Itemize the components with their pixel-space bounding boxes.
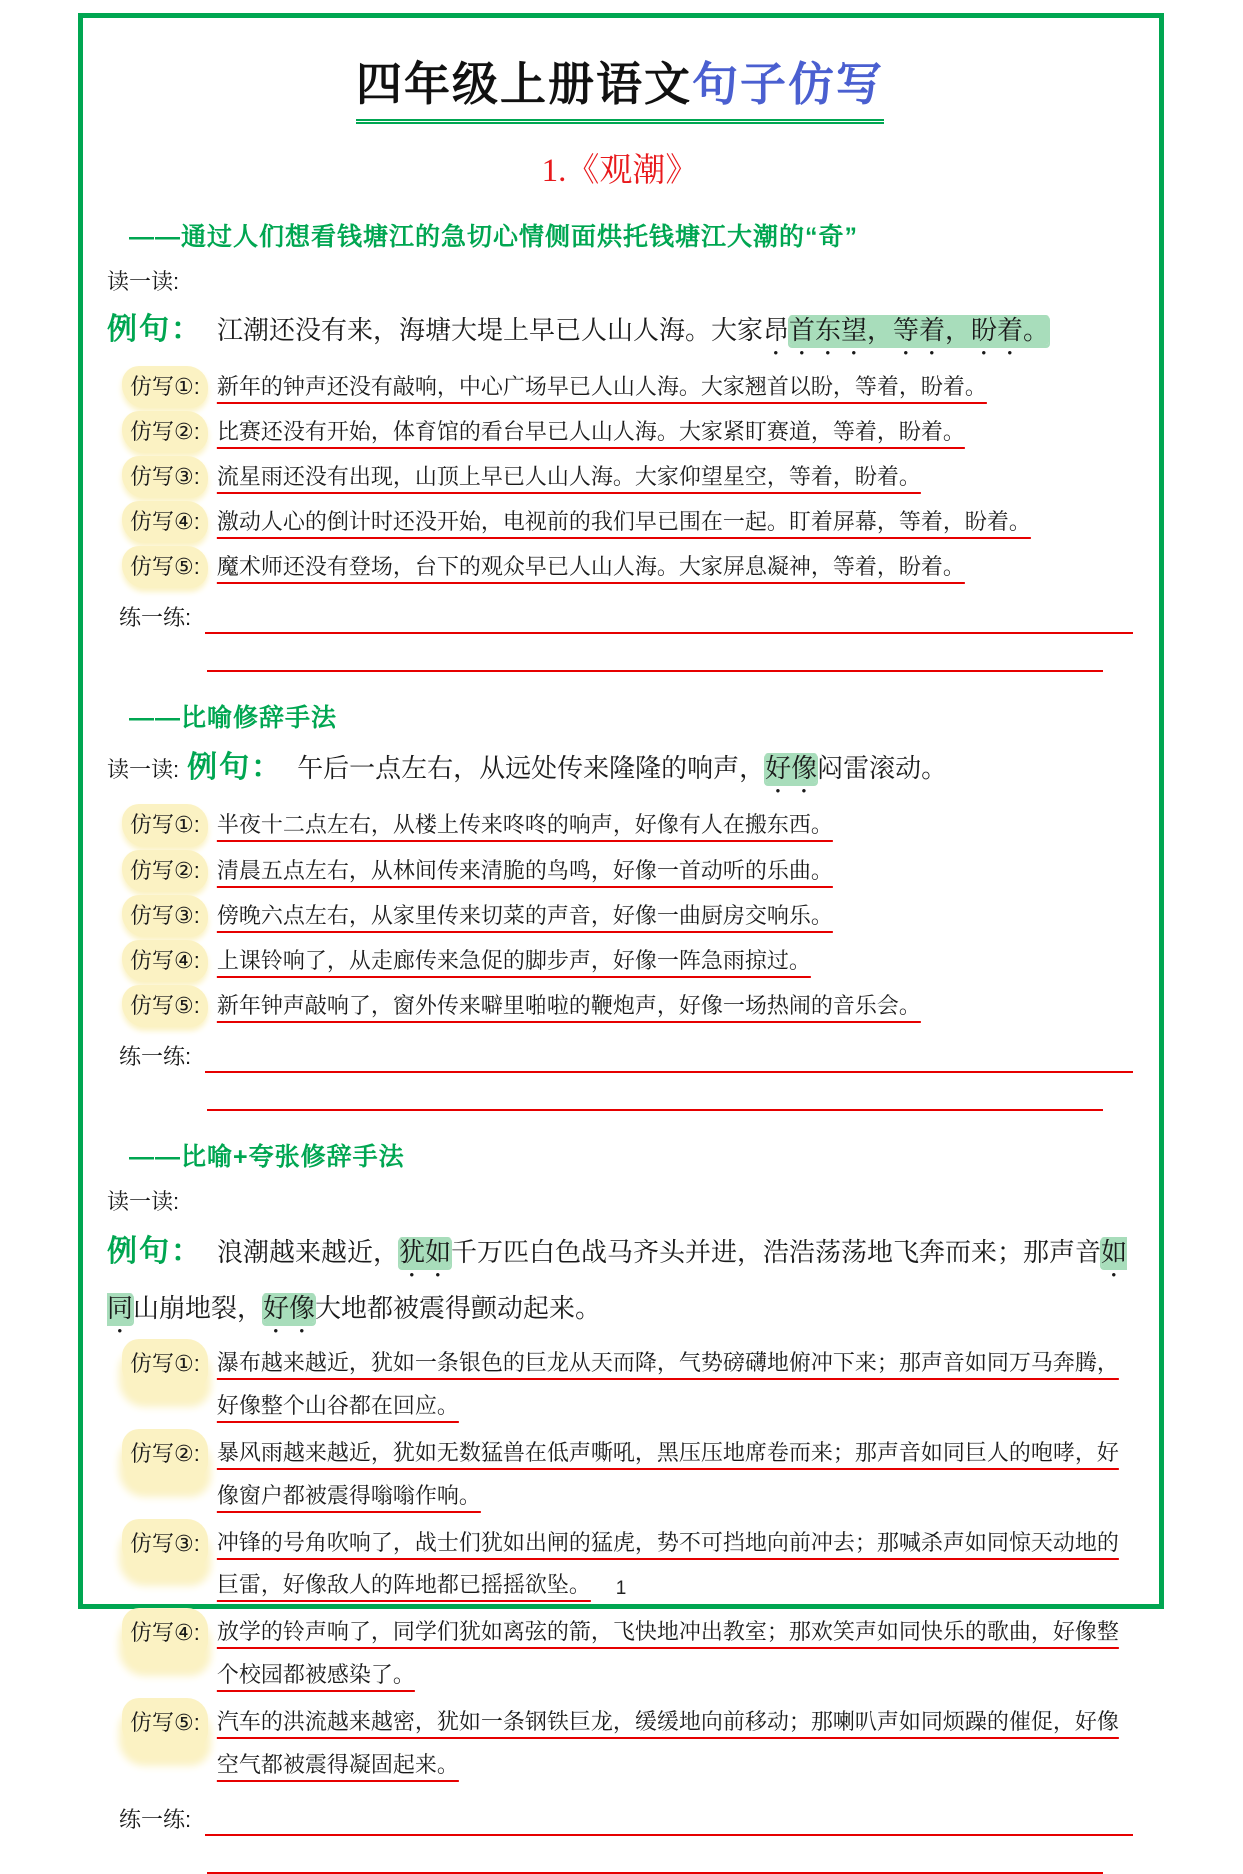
imitation-row <box>107 1611 1133 1697</box>
imitation-text: 激动人心的倒计时还没开始，电视前的我们早已围在一起。盯着屏幕，等着，盼着。 <box>216 509 1031 535</box>
read-label: 读一读: <box>107 757 180 783</box>
imitation-text: 魔术师还没有登场，台下的观众早已人山人海。大家屏息凝神，等着，盼着。 <box>216 554 965 580</box>
practice-row <box>107 1803 1133 1836</box>
imitation-text: 流星雨还没有出现，山顶上早已人山人海。大家仰望星空，等着，盼着。 <box>216 464 921 490</box>
imitation-row <box>107 369 1133 405</box>
example-segment: 如同 <box>107 1236 1128 1323</box>
example-sentence <box>107 1222 1133 1338</box>
imitation-text: 新年钟声敲响了，窗外传来噼里啪啦的鞭炮声，好像一场热闹的音乐会。 <box>216 992 921 1018</box>
page-number: 1 <box>615 1578 627 1599</box>
imitation-label: 仿写④: <box>125 1611 205 1656</box>
imitation-text: 放学的铃声响了，同学们犹如离弦的箭，飞快地冲出教室；那欢笑声如同快乐的歌曲，好像整个校园都被感染了。 <box>216 1619 1119 1688</box>
imitation-text: 傍晚六点左右，从家里传来切菜的声音，好像一曲厨房交响乐。 <box>216 902 833 928</box>
title-part-blue: 句子仿写 <box>692 58 884 110</box>
practice-blank-line <box>207 1836 1103 1874</box>
section-biyu-kuazhang <box>107 1137 1133 1874</box>
imitation-text: 新年的钟声还没有敲响，中心广场早已人山人海。大家翘首以盼，等着，盼着。 <box>216 374 987 399</box>
imitation-row <box>107 898 1133 934</box>
practice-label: 练一练: <box>119 1043 192 1069</box>
imitation-label: 仿写④: <box>125 504 205 540</box>
practice-row <box>107 601 1133 634</box>
example-text <box>217 315 1049 345</box>
imitation-row <box>107 943 1133 979</box>
section-heading: ——比喻修辞手法 <box>129 704 338 733</box>
imitation-text: 暴风雨越来越近，犹如无数猛兽在低声嘶吼，黑压压地席卷而来；那声音如同巨人的咆哮，好像窗户都被震得嗡嗡作响。 <box>216 1439 1119 1508</box>
imitation-row <box>107 807 1133 843</box>
example-sentence <box>107 742 1133 798</box>
imitation-text: 半夜十二点左右，从楼上传来咚咚的响声，好像有人在搬东西。 <box>216 812 833 838</box>
imitation-text: 清晨五点左右，从林间传来清脆的鸟鸣，好像一首动听的乐曲。 <box>216 857 833 883</box>
imitation-label: 仿写⑤: <box>125 549 205 585</box>
imitation-label: 仿写⑤: <box>125 1701 205 1746</box>
practice-label: 练一练: <box>119 1806 192 1832</box>
example-segment: 大地都被震得颤动起来。 <box>315 1292 602 1323</box>
example-segment: 午后一点左右，从远处传来隆隆的响声， <box>297 753 766 784</box>
practice-row <box>107 1040 1133 1073</box>
imitation-row <box>107 1432 1133 1518</box>
practice-blank-line <box>207 1073 1103 1111</box>
example-segment: 闷雷滚动。 <box>817 753 948 784</box>
imitation-label: 仿写③: <box>125 459 205 495</box>
imitation-text: 上课铃响了，从走廊传来急促的脚步声，好像一阵急雨掠过。 <box>216 947 811 973</box>
imitation-label: 仿写①: <box>125 369 205 405</box>
example-label: 例句： <box>107 1234 203 1268</box>
imitation-label: 仿写③: <box>125 898 205 934</box>
imitation-label: 仿写②: <box>125 414 205 450</box>
practice-blank-line <box>205 1806 1133 1836</box>
imitation-row <box>107 1701 1133 1787</box>
example-sentence <box>107 304 1133 360</box>
imitation-text: 瀑布越来越近，犹如一条银色的巨龙从天而降，气势磅礴地俯冲下来；那声音如同万马奔腾，好像整个山谷都在回应。 <box>216 1349 1119 1418</box>
example-segment: 首东望，等着，盼着。 <box>789 315 1050 345</box>
title-part-black: 四年级上册语文 <box>356 58 692 110</box>
example-text <box>297 753 947 783</box>
example-label: 例句： <box>187 751 284 785</box>
practice-blank-line <box>205 604 1133 634</box>
example-segment: 昂 <box>763 315 790 345</box>
example-segment: 浪潮越来越近， <box>217 1236 400 1267</box>
section-guanchao-qi <box>107 217 1133 672</box>
example-label: 例句： <box>107 313 203 346</box>
imitation-row <box>107 853 1133 889</box>
lesson-title: 1.《观潮》 <box>541 153 699 189</box>
example-segment: 好像 <box>263 1292 316 1323</box>
example-segment: 千万匹白色战马齐头并进，浩浩荡荡地飞奔而来；那声音 <box>451 1236 1102 1267</box>
imitation-row <box>107 414 1133 450</box>
imitation-label: 仿写④: <box>125 943 205 979</box>
imitation-row <box>107 549 1133 585</box>
example-segment: 犹如 <box>399 1236 452 1267</box>
imitation-label: 仿写③: <box>125 1522 205 1567</box>
imitation-row <box>107 459 1133 495</box>
imitation-label: 仿写②: <box>125 853 205 889</box>
section-heading: ——通过人们想看钱塘江的急切心情侧面烘托钱塘江大潮的“奇” <box>129 223 859 251</box>
section-heading: ——比喻+夸张修辞手法 <box>129 1142 405 1171</box>
imitation-row <box>107 504 1133 540</box>
imitation-label: 仿写②: <box>125 1432 205 1477</box>
example-text <box>107 1234 1128 1323</box>
practice-label: 练一练: <box>119 605 192 631</box>
imitation-label: 仿写①: <box>125 1342 205 1387</box>
practice-blank-line <box>207 634 1103 672</box>
example-segment: 江潮还没有来，海塘大堤上早已人山人海。大家 <box>217 315 764 345</box>
imitation-label: 仿写①: <box>125 807 205 843</box>
example-segment: 山崩地裂， <box>133 1292 264 1323</box>
worksheet-page <box>78 13 1164 1832</box>
section-biyu <box>107 698 1133 1110</box>
imitation-text: 汽车的洪流越来越密，犹如一条钢铁巨龙，缓缓地向前移动；那喇叭声如同烦躁的催促，好像空气都被震得凝固起来。 <box>216 1709 1119 1777</box>
title-double-underline <box>356 119 884 124</box>
imitation-label: 仿写⑤: <box>125 988 205 1024</box>
imitation-text: 冲锋的号角吹响了，战士们犹如出闸的猛虎，势不可挡地向前冲去；那喊杀声如同惊天动地的巨雷，好像敌人的阵地都已摇摇欲坠。 <box>216 1529 1119 1598</box>
page-title <box>356 48 884 124</box>
example-segment: 好像 <box>765 753 818 784</box>
imitation-row <box>107 988 1133 1024</box>
practice-blank-line <box>205 1043 1133 1073</box>
read-label: 读一读: <box>107 1188 180 1214</box>
read-label: 读一读: <box>107 269 180 294</box>
imitation-row <box>107 1342 1133 1428</box>
imitation-text: 比赛还没有开始，体育馆的看台早已人山人海。大家紧盯赛道，等着，盼着。 <box>216 419 965 445</box>
